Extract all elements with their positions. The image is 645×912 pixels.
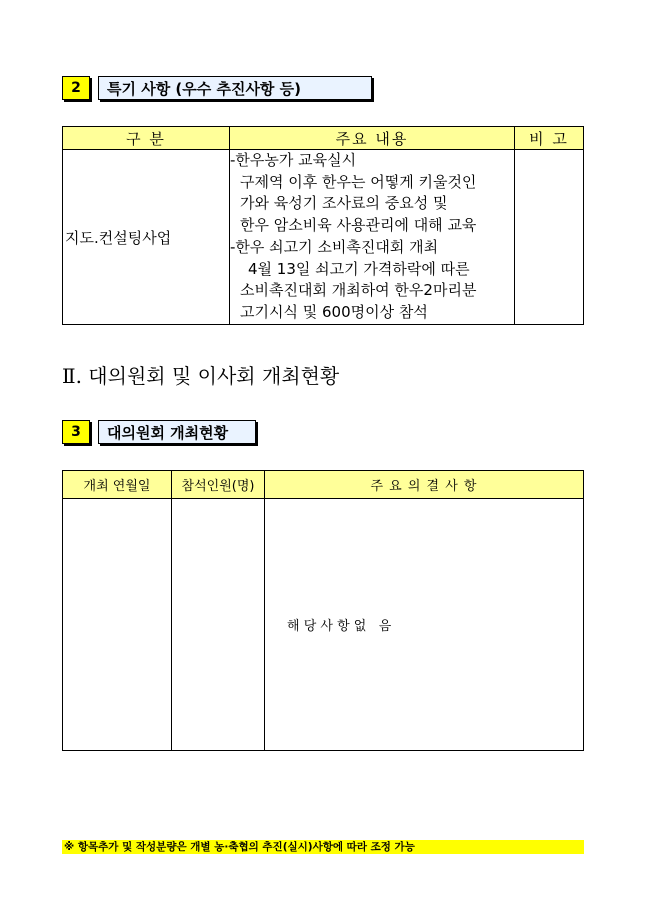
- footer-note: ※ 항목추가 및 작성분량은 개별 농·축협의 추진(실시)사항에 따라 조정 가능: [62, 840, 584, 854]
- table-header-row: [63, 471, 584, 499]
- part-heading: Ⅱ. 대의원회 및 이사회 개최현황: [62, 364, 340, 388]
- content-line: 구제역 이후 한우는 어떻게 키울것인: [240, 172, 477, 191]
- category-cell: [63, 150, 230, 325]
- header-attendance: 참석인원(명): [172, 471, 265, 499]
- content-line: 4월 13일 쇠고기 가격하락에 따른: [248, 259, 470, 278]
- content-cell: [230, 150, 515, 325]
- table-row: [63, 499, 584, 751]
- content-line: 한우 암소비육 사용관리에 대해 교육: [240, 216, 477, 235]
- section-2-header: [62, 76, 372, 100]
- meeting-date-cell: [63, 499, 172, 751]
- header-category: 구 분: [63, 127, 230, 150]
- section-title: 특기 사항 (우수 추진사항 등): [98, 76, 372, 100]
- remark-cell: [515, 150, 584, 325]
- header-content: 주요 내용: [230, 127, 515, 150]
- content-line: -한우 쇠고기 소비촉진대회 개최: [230, 237, 439, 256]
- section-3-header: [62, 420, 256, 444]
- header-meeting-date: 개최 연월일: [63, 471, 172, 499]
- resolutions-cell: [265, 499, 584, 751]
- content-line: 소비촉진대회 개최하여 한우2마리분: [240, 281, 477, 300]
- content-lines: [230, 150, 514, 324]
- delegate-meeting-table: [62, 470, 584, 751]
- header-remark: 비 고: [515, 127, 584, 150]
- special-notes-table: [62, 126, 584, 325]
- attendance-cell: [172, 499, 265, 751]
- section-number-badge: 2: [62, 76, 90, 100]
- content-line: -한우농가 교육실시: [230, 151, 357, 169]
- category-text: 지도.컨설팅사업: [65, 228, 172, 247]
- section-number-badge: 3: [62, 420, 90, 444]
- table-header-row: [63, 127, 584, 150]
- content-line: 고기시식 및 600명이상 참석: [240, 302, 428, 321]
- content-line: 가와 육성기 조사료의 중요성 및: [240, 194, 448, 213]
- section-title: 대의원회 개최현황: [98, 420, 256, 444]
- header-resolutions: 주 요 의 결 사 항: [265, 471, 584, 499]
- table-row: [63, 150, 584, 325]
- no-items-text: 해 당 사 항 없 음: [287, 619, 392, 634]
